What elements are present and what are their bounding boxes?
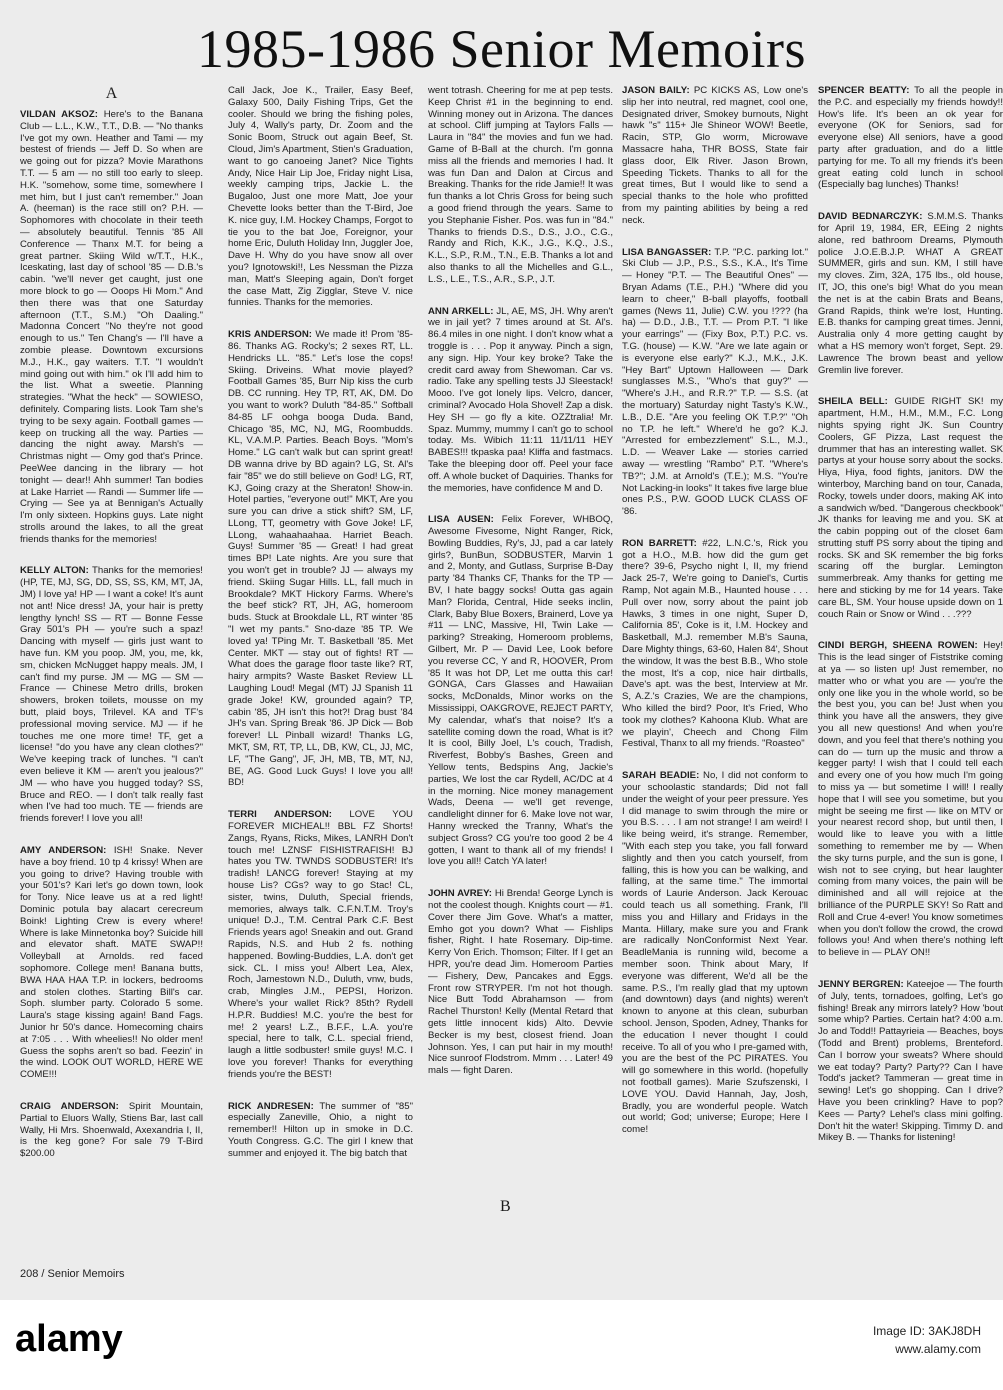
column-3	[428, 85, 613, 1215]
stock-site-url: www.alamy.com	[895, 1342, 981, 1356]
senior-name: SHEILA BELL:	[818, 396, 888, 408]
senior-name: JENNY BERGREN:	[818, 978, 904, 990]
memoir-entry	[622, 247, 808, 518]
page-title: 1985-1986 Senior Memoirs	[197, 19, 806, 79]
senior-name: LISA BANGASSER:	[622, 246, 712, 258]
column-5	[818, 85, 1003, 1215]
image-id-label: Image ID: 3AKJ8DH	[872, 1324, 981, 1338]
memoir-text: went totrash. Cheering for me at pep tests. Keep Christ #1 in the beginning to end. Winning money out in Arizona. The dances at school. Cliff jumping at Taylors Falls — Laura in "84" the movies and fun we had. Game of B-Ball at the church. I'm gonna miss all the friends and memories I had. It was fun Dan and Dalon at Circus and Breaking. Thanks for the ride Jamie!! It was fun thanks a lot Chris Gross for being such a good friend through the years. Same to you Stephanie Fisher. Pos. was fun in "84." Thanks to friends D.S., D.S., J.O., C.G., Randy and Rich, K.K., J.G., K.Q., J.S., K.L., S.P., R.M., T.N., E.B. Thanks a lot and also thanks to all the Michelles and G.L., L.S., L.E., T.S., A.R., S.P., J.T.	[428, 85, 613, 285]
senior-name: JOHN AVREY:	[428, 888, 492, 900]
memoir-text: #22, L.N.C.'s, Rick you got a H.O., M.B. how did the gum get there? 39-6, Psycho night I, II, my friend Jack 25-7, We're going to Daniel's, Curtis Ramp, Not again M.B., Haunted house . . . Pull over now, sorry about the paint job Hawks, 3 times in one night, Super D, California 85', Coke is it, I.M. Hockey and Basketball, M.J. remember M.B's Sauna, Dare Mighty things, 63-60, Halen 84', Shout the window, It was the best B.B., Who stole the most, It's a cop, nice hair dirtballs, Dave's apt. was the best, Interview at Mr. S, A.Z.'s Crazies, We are the champions, Who killed the bird? Poor, It's Fried, Who took my clothes? Kahoona Klub. What are we playin', Cheech and Chong Film Festival, Thanx to all my friends. "Roasteo"	[622, 537, 808, 750]
memoir-text: To all the people in the P.C. and especially my friends howdy!! How's life. It's been an ok year for everyone (OK for Seniors, sad for everyone else) All seniors, have a good party after graduation, and do a little partying for me. To all my friends it's been great eating cold lunch in school (Especially bag lunches) Thanks!	[818, 85, 1003, 191]
senior-name: RICK ANDRESEN:	[228, 1100, 314, 1112]
memoir-entry	[228, 1101, 413, 1160]
memoir-entry	[20, 1101, 203, 1160]
memoir-text: Spirit Mountain, Partial to Eluors Wally, Stiens Bar, last call Wally, Hi Mrs. Shoenwald, Axexandria I, II, is the keg gone? For sale 79 T-Bird $200.00	[20, 1100, 203, 1160]
memoir-entry	[428, 306, 613, 495]
senior-name: RON BARRETT:	[622, 537, 697, 549]
memoir-text: Hi Brenda! George Lynch is not the coolest though. Knights court — #1. Cover there Jim Gove. What's a matter, Emho got you down? What — Fishlips fisher, Right. I hate Rosemary. Dip-time. Kerry Von Erich. Thomson; Filter. If I get an HPR, you're dead Jim. Homeroom Parties — Fishery, Dew, Pancakes and Eggs. Front row STRYPER. I'm not hot though. Nice Butt Todd Abrahamson — from Rachel Thurston! Kelly (Mental Retard that gets little innocent kids) Alto. Devvie Becker is my best, closest friend. Joan Johnson. Yes, I can put hair in my mouth! Nice sunroof Flodstrom. Mmm . . . Later! 49 mals — fight Daren.	[428, 888, 613, 1077]
memoir-entry	[818, 979, 1003, 1144]
memoir-text: The summer of "85" especially Zaneville, Ohio, a night to remember!! Hilton up in smoke in D.C. Youth Congress. G.C. The girl I knew that summer and enjoyed it. The big batch that	[228, 1100, 413, 1159]
memoir-text: LOVE YOU FOREVER MICHEAL!! BBL FZ Shorts! Zangs, Ryans, Ricks, Mikes, LANRH Don't touch me! LZNSF FISHISTRAFISH! BJ hates you TW. TWNDS SODBUSTER! It's tradish! LANCG forever! Staying at my house Lis? CGs? way to go Stac! CL, sister, twins, Duluth, Special friends, memories, always talk. C.F.N.T.M. Troy's unique! D.J., T.M. Central Park C.F. Best Friends years ago! Sneakin and out. Grand Rapids, N.S. and Hub 2 fs. nothing happened. Bowling-Buddies, L.A. don't get sick. CL. I miss you! Albert Lea, Alex, Roch, Jamestown N.D., Duluth, vnw, buds, crab, Mingles J.M., PEPSI, Horizon. Where's your wallet Rick? 85th? Rydell H.P.R. Buddies! M.C. you're the best for me! 2 years! L.Z., B.F.F., L.A. you're special, here to talk, C.L. special friend, laugh a little sodbuster! smile guys! M.C. I love you forever! Thanks for everything friends you're the BEST!	[228, 809, 413, 1080]
column-1	[20, 85, 203, 1215]
memoir-entry	[20, 109, 203, 545]
senior-name: DAVID BEDNARCZYK:	[818, 211, 923, 223]
memoir-entry	[228, 329, 413, 789]
senior-name: SARAH BEADIE:	[622, 770, 700, 782]
column-2	[228, 85, 413, 1215]
senior-name: VILDAN AKSOZ:	[20, 109, 98, 120]
memoir-entry	[622, 538, 808, 750]
section-letter-b: B	[500, 1198, 511, 1215]
memoir-text: GUIDE RIGHT SK! my apartment, H.M., H.M., M.M., F.C. Long nights spying right JK. Sun Country Coolers, GF Pizza, Last request the drummer that has an interesting wallet. SK partys at your house sorry about the socks. Hiya, Hiya, food fights, janitors. DW the winterboy, Marching band on tour, Canada, Rocky, towels under doors, making AK into a sandwich w/bed. "Dangerous checkbook" JK thanks for leaving me and you. SK at the cabin popping out of the closet 6am strutting stuff PS sorry about the tiping and rocks. SK and SK remember the big forks scaring off the burglar. Lemington summerbreak. Amy thanks for getting me here and sticking by me for 14 years. Take care BL, SM. Your house upside down on 1 couch Rain or Snow or Wind . . .???	[818, 396, 1003, 620]
memoir-text: ISH! Snake. Never have a boy friend. 10 tp 4 krissy! When are you going to drive? Having trouble with your 501's? Kari let's go down town, look for Tony. Nice leave us at a red light! Dominic potula bay alacart cerecreum Boink! Lighting Crew is every where! Where is lake Minnetonka boy? Suicide hill and elevator shaft. MATE SWAP!! Volleyball at Arnolds. red faced sophomore. College men! Banana butts, BWA HAA HAA T.P. in lockers, bedrooms and stolen clothes. Starting Bill's car. Soph. slumber party. Colorado 5 some. Laura's stage kissing again! Band Fags. Junior hr 50's dance. Homecoming chairs at 7:05 . . . With wheelies!! No older men! Guess the sophs aren't so bad. Feezin' in the wind. LOOK OUT WORLD, HERE WE COME!!!	[20, 845, 203, 1081]
memoir-text: Hey! This is the lead singer of Fiststrike coming at ya — so listen up! Just remember, no matter who or what you are — you're the only one like you in the whole world, so be the best you, you can be! Just when you think you have all the answers, they give you all new questions! And when you're down, and you feel that there's nothing you can do — turn up the music and throw a kegger party! I wish that I could tell each and every one of you how much I'm going to miss ya — but sometime I will! I really hope that I will see you sometime, but you might be seeing me first — like on MTV or your nearest record shop, but until then, I would like to leave you with a little something to remember me by — When the sky turns purple, and the sun is gone, I wish not to see crying, but hear laughter coming from many voices, the pain will be diminished and all will rejoice at the brilliance of the PURPLE SKY! So Ratt and Roll and Crue 4-ever! You know sometimes when you don't follow the crowd, the crowd follows you! And when there's nothing left to believe in — PLAY ON!!	[818, 640, 1003, 959]
senior-name: CRAIG ANDERSON:	[20, 1100, 119, 1112]
memoir-text: JL, AE, MS, JH. Why aren't we in jail yet? 7 times around at St. Al's. 86.4 miles in one night. I don't know what a troggle is . . . Pop it anyway. Pinch a sign, any sign. Hip. Your key broke? Take the credit card away from Shewoman. Car vs. radio. Take any spelling tests JJ Sleestack! Mooo. I've got lonely lips. Velcro, dancer, criminal? Avocado Hola Shovel! Zap a disk. Hey SH — go fly a kite. OZZtralia! Mr. Spaz. Mummy, mummy I can't go to school today. Ms. Wibich 11:11 11/11/11 HEY BABES!!! tkpaska paa! Kliffa and fastmacs. Take the bleeping door off. Peel your face off. A whole bucket of Daquiries. Thanks for the memories, have confidence M and D.	[428, 305, 613, 494]
alamy-logo: alamy	[15, 1318, 123, 1360]
memoir-entry	[428, 514, 613, 868]
senior-name: KELLY ALTON:	[20, 565, 89, 577]
memoir-text: T.P. "P.C. parking lot." Ski Club — J.P., P.S., S.S., K.A., It's Time — Honey "P.T. — The Beautiful Ones" — Bryan Adams (T.E., P.H.) "Where did you learn to cheer," B-ball playoffs, football games (News 11, Julie) C.W. you !??? (ha ha) — D.D., J.B., T.T. — Prom P.T. "I like your earrings" — (Fixy Box, P.T.) P.C. vs. T.G. (house) — K.W. "Are we late again or is everyone else early?" K.J., M.K., J.K. "Hey Bart" Uptown Halloween — Dark sunglasses M.S., "Who's that guy?" — "Where's J.H., and R.R.?" T.P. — S.S. (at the mortuary) Saturday night Tasty's K.W., L.B., D.E. "Are you feeling OK T.P.?" "Oh no T.P. he left." Where'd he go? K.J. "Arrested for embezzlement" S.L., M.J., L.D. — Weaver Lake — stories carried away — wrestling "Rambo" P.T. "Where's TB?"; J.M. at Arnold's (T.E.); M.S. "You're Not Lacking-in looks" It takes five large blue ones P.S., P.W. GOOD LUCK CLASS OF '86.	[622, 246, 808, 518]
section-letter-a: A	[105, 85, 118, 102]
memoir-text: PC KICKS AS, Low one's slip her into neutral, red magnet, cool one, Designated driver, Smokey burnouts, Night hawk "s" 115+ Jle Shineor WOW! Beetle, Racin, STP, Glo worm, Microwave Massacre haha, THR BOSS, State fair glass door, Elk River. Jason Brown, Speeding Tickets. Thanks to all for the great times, But I would like to send a special thanks to the hole who profitted from my painting abilities by being a red neck.	[622, 85, 808, 226]
senior-name: CINDI BERGH, SHEENA ROWEN:	[818, 640, 978, 652]
memoir-entry	[818, 211, 1003, 376]
senior-name: JASON BAILY:	[622, 85, 690, 96]
column-4	[622, 85, 808, 1215]
senior-name: TERRI ANDERSON:	[228, 809, 332, 821]
memoir-entry	[428, 888, 613, 1077]
memoir-text: S.M.M.S. Thanks for April 19, 1984, ER, EEing 2 nights alone, red bathroom Dreams, Plymouth police J.O.E.B.J.P. WHAT A GREAT SUMMER, girls and sun. KM, I still have my cloves. Zim, 32A, 175 lbs., old house, IT, JO, this one's big! What do you mean the net is at the cabin Brats and Beans, Grand Rapids, think we're lost, Hunting. E.B. thanks for camping great times. Jenni, Australia only 4 more getting caught by what a HS memory won't forget, Sept. 29. Lawrence The brown beast and yellow Gremlin live forever.	[818, 211, 1003, 376]
memoir-entry	[818, 396, 1003, 620]
memoir-text: Here's to the Banana Club — L.L., K.W., T.T., D.B. — "No thanks I've got my own. Heather and Tami — my bestest of friends — Jeff D. So when are we going out for pizza? Movie Marathons T.T. — 5 am — no still too early to sleep. H.K. "somehow, some time, somewhere I met him, but I just can't remember." Joan A. (heeman) is the race still on? P.H. — Sophomores with chocolate in their teeth — absolutely beautiful. Tennis '85 All Conference — Thanx M.T. for being a great partner. Skiing Wild w/T.T., H.K., Iceskating, last day of school '85 — D.B.'s cabin. "we'll never get caught, just one more block to go — Ooops Hi Mom." And then there was that one Saturday afternoon (T.T., S.M.) "Oh Daaling." Madonna Concert "No they're not good enough to us." Ten Chang's — I'll have a zombie please. Downtown excursions M.J., H.K., gay waiters. T.T. "I wouldn't mind going out with him." ok I'll add him to the list. What a sweetie. Planning strategies. "What the heck" — SOWIESO, definitely. Comparing lists. Look Tam she's trying to be sexy again. Football games — keep on trucking all the way. Parties — dancing the night away. Marsh's — Christmas night — Omy god that's Prince. PeeWee dancing in the library — hot tonight — dear!! Ahh summer! Tan bodies at Lake Harriet — Randi — Summer life — Crying — See ya at Bennigan's Actually I'm only sixteen. Hopkins guys. Late night strolls around the lakes, to all the great friends thanks for the memories!	[20, 109, 203, 545]
senior-name: SPENCER BEATTY:	[818, 85, 910, 96]
memoir-text: We made it! Prom '85-86. Thanks AG. Rocky's; 2 sexes RT, LL. Hendricks LL. "85." Let's lose the cops! Skiing. Driveins. What movie played? Football Games '85, Burr Nip kiss the curb DB. CC running. Hey TP, RT, AK, DM. Do you want to work? Duluth "84-85." Softball 84-85 LF oohga booga Duda. Band, Chicago '85, MC, NJ, MG, Roombudds. KL, V.A.M.P. Parties. Beach Boys. "Mom's Home." LG can't walk but can sprint great! DB wanna drive by BD again? LG, St. Al's fair "85" we do still believe on God! LG, RT, KJ, Going crazy at the Sheraton! Show-in. Hotel parties, "everyone out!" MKT, Are you sure you can drive a stick shift? SM, LF, LLong, TT, geometry with Gove Joke! LF, LLong, wahaahaahaa. Harriet Beach. Guys! Summer '85 — Great! I had great times BP! Late nights. Are you sure that you won't get in trouble? JJ — always my friend. Skiing Sugar Hills. LL, fall much in Brookdale? MKT Hickory Farms. Where's the beef stick? RT, JH, AG, homeroom buds. Stuck at Brookdale LL, RT winter '85 "I wet my pants." Sno-daze '85 TP. We loved ya! TPing Mr. T. Basketball '85. Met Center. MKT — stay out of fights! RT — What does the garage floor taste like? RT, hairy armpits? Waste Basket Review LL Laughing Loud! Megal (MT) JJ Spanish 11 grade Joke! KW, grounded again? TP, cabin '85, JH isn't this hot?! Drag bust '84 JH's van. Spring Break '86. JP Dick — Bob forever! LL Pinball wizard! Thanks LG, MKT, SM, RT, TP, LL, DB, KW, CL, JJ, MC, LF, "The Gang", JF, JH, MB, TB, MT, NJ, BE, AG. Good Luck Guys! I love you all! BD!	[228, 329, 413, 789]
memoir-text: Call Jack, Joe K., Trailer, Easy Beef, Galaxy 500, Daily Fishing Trips, Get the cooler. Should we bring the fishing poles, July 4, Wally's party, Dr. Zoom and the Sonic Boom, Struck out again Beef, St. Cloud, Jim's Apartment, Stien's Graduation, want to go canoeing Janet? Nice Tights Andy, Nice Hair Lip Joe, Friday night Lisa, weekly camping trips, Jackie L. the Bugaloo, Just one more Matt, Joe your Chevette looks better than the T-Bird, Joe K. nice guy, I.M. Hockey Champs, Forgot to tie you to the bat Joe, Foreignor, your home Eric, Duluth Holiday Inn, Juggler Joe, Dave H. Why do you have snow all over you? Ignotowski!!, Les Nessman the Pizza man, Matt's Sleeping again, Don't forget the case Matt, Zig Zigglar, Steve V. nice funnies. Thanks for the memories.	[228, 85, 413, 309]
stock-watermark-bar	[0, 1300, 1003, 1390]
memoir-entry-continued	[228, 85, 413, 309]
memoir-entry	[818, 640, 1003, 959]
memoir-entry	[818, 85, 1003, 191]
memoir-entry	[622, 770, 808, 1136]
senior-name: KRIS ANDERSON:	[228, 329, 312, 341]
memoir-text: No, I did not conform to your schoolastic standards; Did not fall under the weight of your peer pressure. Yes I did manage to swim through the mire or you B.S. . . . I am not strange! I am weird! I like being weird, it's strange. Remember, "With each step you take, you fall forward slightly and then you catch yourself, from falling, this is how you can be walking, and falling, at the same time." The immortal words of Laurie Anderson. Jack Kerouac could teach us all something. Frank, I'll miss you and Hillary and Fridays in the Manta. Hillary, make sure you and Frank are radically NonConformist Next Year. BeadleMania is running wild, become a member soon. Think about Mary, If everyone was different, We'd all be the same. P.S., I'm really glad that my uptown (and downtown) days (and nights) weren't known to anyone at this clean, suburban school. Jenson, Spoden, Adney, Thanks for the education I never thought I could receive. To all of you who I pre-gamed with, you are the best of the PC PIRATES. You will go somewhere in this world. (hopefully not football games). Marie Szufszenski, I LOVE YOU. David Hannah, Jay, Josh, Bradly, you are wonderful people. Watch out world; God; universe; Europe; Here I come!	[622, 770, 808, 1136]
senior-name: ANN ARKELL:	[428, 305, 494, 317]
memoir-text: Felix Forever, WHBOQ, Awesome Fivesome, Night Ranger, Rick, Bowling Buddies, Ry's, JJ, pad a car lately girls?, BunBun, SODBUSTER, Marvin 1 and 2, Monty, and Gutlass, Surprise B-Day party '84 Thanks CF, Thanks for the TP — BV, I hate baggy socks! Outta gas again Man? Florida, Central, Hide seeks inclin, Clark, Baby Blue Boxers, Brainerd, Love ya #11 — LNC, Massive, HI, Twin Lake — parking? Streaking, Homeroom problems, Gilbert, Mr. P — David Lee, Look before you reverse CC, Y and R, HOOVER, Prom '85 It was hot DP, Let me outta this car! GONGA, Cars Glasses and Hawaiian socks, McDonalds, Minor works on the Mississippi, OAKGROVE, REJECT PARTY, My calendar, what's that noise? It's a satellite coming down the road, What is it? It is cool, Billy Joel, L's couch, Tradish, Riverfest, Bobby's Bashes, Green and Yellow tents, Bedspins Ang, Jackie's parties, We lost the car Rydell, AC/DC at 4 in the morning. Nice money management Wads, Deena — we'll get revenge, candlelight dinner for 6. Make love not war, Hanny wrecked the Tranny, What's the subject Gross? CG you're too good 2 be 4 gotten, I want to thank all of my friends! I love you all!! Catch YA later!	[428, 514, 613, 868]
memoir-entry	[622, 85, 808, 227]
memoir-entry	[228, 809, 413, 1080]
senior-name: AMY ANDERSON:	[20, 845, 107, 857]
memoir-entry-continued	[428, 85, 613, 286]
memoir-entry	[20, 565, 203, 825]
page-footer: 208 / Senior Memoirs	[20, 1268, 125, 1280]
senior-name: LISA AUSEN:	[428, 514, 494, 526]
stock-image-info	[873, 1322, 981, 1358]
memoir-text: Thanks for the memories! (HP, TE, MJ, SG, DD, SS, SS, KM, MT, JA, JM) I love ya! HP — I want a coke! It's aunt not ant! Nice dress! JA, your hair is pretty lengthy lynch! SS — RT — Bonne Fesse Gray 501's PH — you're such a spaz! Dancing with myself — girls just want to have fun. KM you poop. JM, you, me, kk, sm, chicken McNugget happy meals. JM, I can't find my purse. JM — MG — SM — France — Chinese Metro drills, broken showers, broken toilets, mousse on my butt, plaid boys, Trilevel. KA and TF's professional moving service. MJ — if he touches me one more time! TF, get a license! "do you have any clean clothes?" We've keeping track of lunches. "I can't even believe it KM — aren't you jealous?" JM — who have you hugged today? SS, Bruce and REO. — I don't talk really fast when I've had too much. TE — friends are friends forever! I love you all!	[20, 565, 203, 825]
memoir-entry	[20, 845, 203, 1081]
memoir-text: Kateejoe — The fourth of July, tents, tornadoes, golfing, Let's go fishing! Break any mirrors lately? How 'bout some whip? Parties. Certain hat? 4:00 a.m. Jo and Todd!! Pattayrieia — Beaches, boys (Todd and Brent) problems, Brenteford. Can I borrow your sweats? Where should we eat today? Party? Party?? Can I have Todd's jacket? Tammeran — great time in sewing! Let's go shopping. Can I drive? Have you been crinkling? Have to pop? Kees — Party? Lehel's class mini golfing. Don't hit the water! Skipping. Timmy D. and Mikey B. — Thanks for listening!	[818, 978, 1003, 1144]
